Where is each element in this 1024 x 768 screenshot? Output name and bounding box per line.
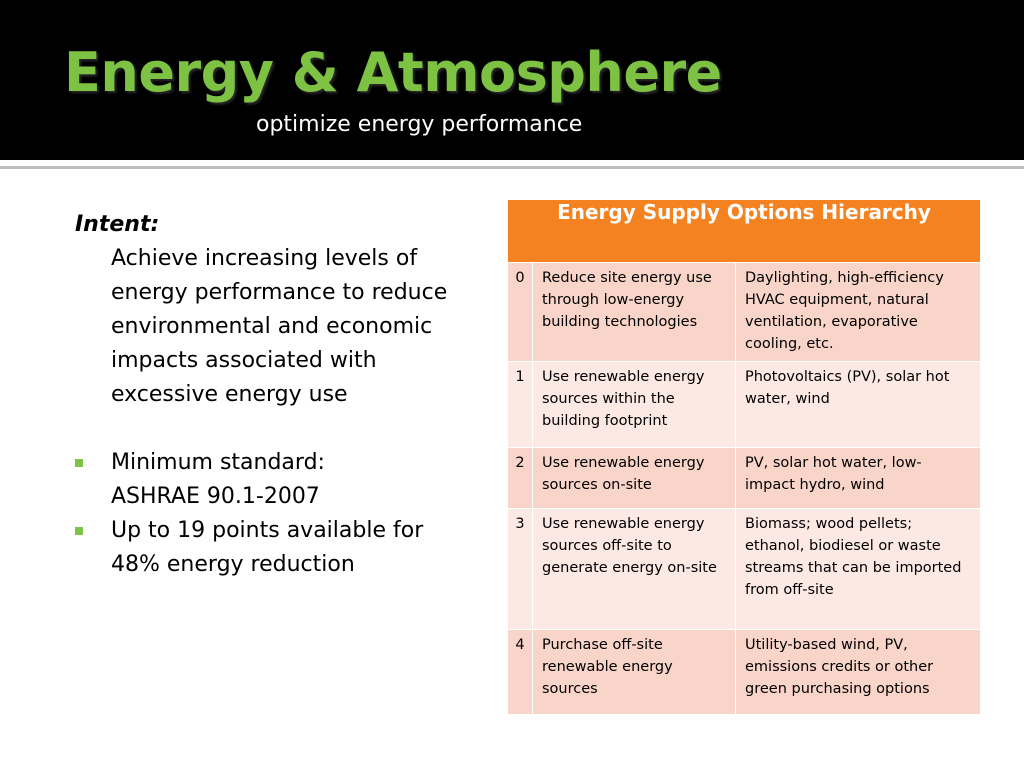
row-examples: Photovoltaics (PV), solar hot water, wind xyxy=(736,362,981,448)
row-number: 0 xyxy=(508,263,533,362)
row-examples: PV, solar hot water, low-impact hydro, wind xyxy=(736,448,981,509)
row-examples: Daylighting, high-efficiency HVAC equipment, natural ventilation, evaporative cooling, etc. xyxy=(736,263,981,362)
bullet-item xyxy=(75,446,475,514)
square-bullet-icon xyxy=(75,459,83,467)
row-number: 3 xyxy=(508,509,533,630)
table-row xyxy=(508,362,981,448)
square-bullet-icon xyxy=(75,527,83,535)
header-divider xyxy=(0,160,1024,165)
row-option: Purchase off-site renewable energy sources xyxy=(533,630,736,715)
row-examples: Biomass; wood pellets; ethanol, biodiesel or waste streams that can be imported from off-site xyxy=(736,509,981,630)
row-number: 4 xyxy=(508,630,533,715)
table-row xyxy=(508,263,981,362)
table-row xyxy=(508,448,981,509)
row-option: Use renewable energy sources off-site to generate energy on-site xyxy=(533,509,736,630)
bullet-line: Up to 19 points available for xyxy=(111,518,424,543)
intent-label: Intent: xyxy=(75,212,160,237)
header-divider-shadow xyxy=(0,166,1024,169)
bullet-list xyxy=(75,446,475,582)
table-row xyxy=(508,509,981,630)
slide-subtitle: optimize energy performance xyxy=(256,112,583,137)
row-examples: Utility-based wind, PV, emissions credits or other green purchasing options xyxy=(736,630,981,715)
bullet-line: Minimum standard: xyxy=(111,450,325,475)
intent-section xyxy=(75,208,475,582)
slide-header xyxy=(0,0,1024,160)
row-number: 1 xyxy=(508,362,533,448)
bullet-line: ASHRAE 90.1-2007 xyxy=(111,484,320,509)
energy-supply-table xyxy=(507,199,981,715)
table-row xyxy=(508,630,981,715)
table-header: Energy Supply Options Hierarchy xyxy=(508,200,981,263)
row-option: Use renewable energy sources on-site xyxy=(533,448,736,509)
slide-title: Energy & Atmosphere xyxy=(64,41,722,104)
intent-text: Achieve increasing levels of energy performance to reduce environmental and economic impacts associated with excessive energy use xyxy=(111,246,448,407)
row-number: 2 xyxy=(508,448,533,509)
bullet-item xyxy=(75,514,475,582)
bullet-line: 48% energy reduction xyxy=(111,552,355,577)
row-option: Use renewable energy sources within the building footprint xyxy=(533,362,736,448)
row-option: Reduce site energy use through low-energy building technologies xyxy=(533,263,736,362)
